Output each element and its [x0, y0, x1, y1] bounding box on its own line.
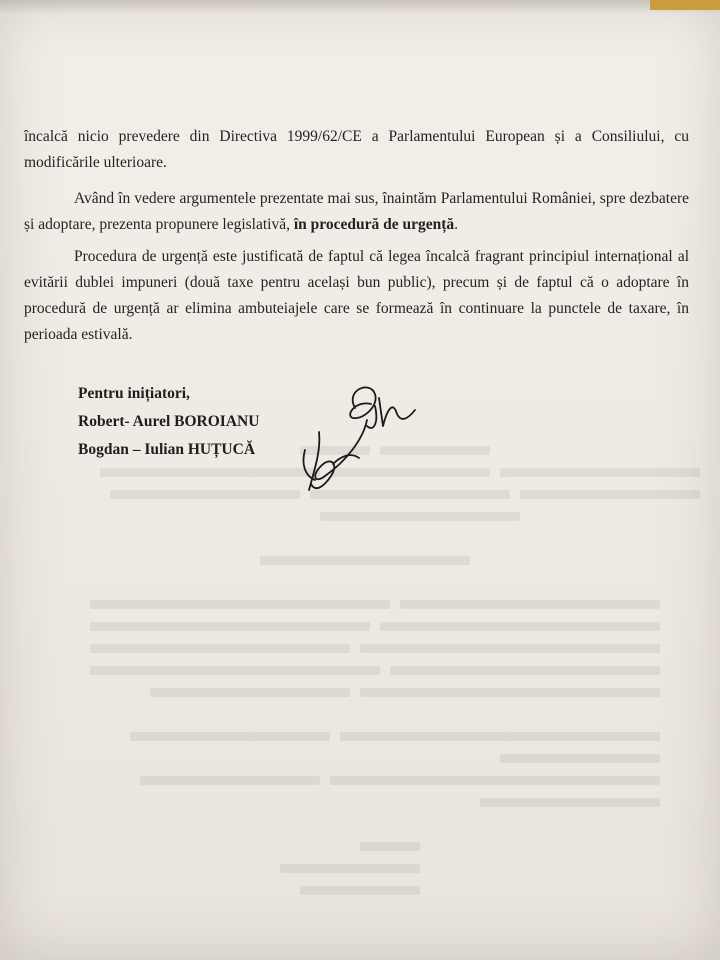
document-body: [24, 124, 689, 348]
paragraph-2-text: Având în vedere argumentele prezentate mai sus, înaintăm Parlamentului României, spre dezbatere și adoptare, prezenta propunere legislativă,: [24, 190, 689, 233]
urgent-procedure-phrase: în procedură de urgență: [293, 216, 455, 233]
page-edge-shadow: [0, 0, 720, 14]
bleed-through-text: [0, 440, 720, 960]
folder-tab: [650, 0, 720, 10]
paragraph-2: [24, 186, 689, 238]
paragraph-3: Procedura de urgență este justificată de faptul că legea încalcă fragrant principiul internațional al evitării dublei impuneri (două taxe pentru același bun public), precum și de faptul că o adoptare în procedură de urgență ar elimina ambuteiajele care se formează în continuare la punctele de taxare, în perioada estivală.: [24, 248, 689, 343]
handwritten-signature: [275, 380, 425, 505]
initiator-name-2: Bogdan – Iulian HUȚUCĂ: [78, 441, 256, 458]
paragraph-1: încalcă nicio prevedere din Directiva 1999/62/CE a Parlamentului European și a Consiliului, cu modificările ulterioare.: [24, 128, 689, 171]
signoff-heading: Pentru inițiatori,: [78, 385, 190, 402]
paragraph-2-end: .: [454, 216, 459, 233]
signoff-block: [78, 380, 259, 464]
initiator-name-1: Robert- Aurel BOROIANU: [78, 413, 260, 430]
